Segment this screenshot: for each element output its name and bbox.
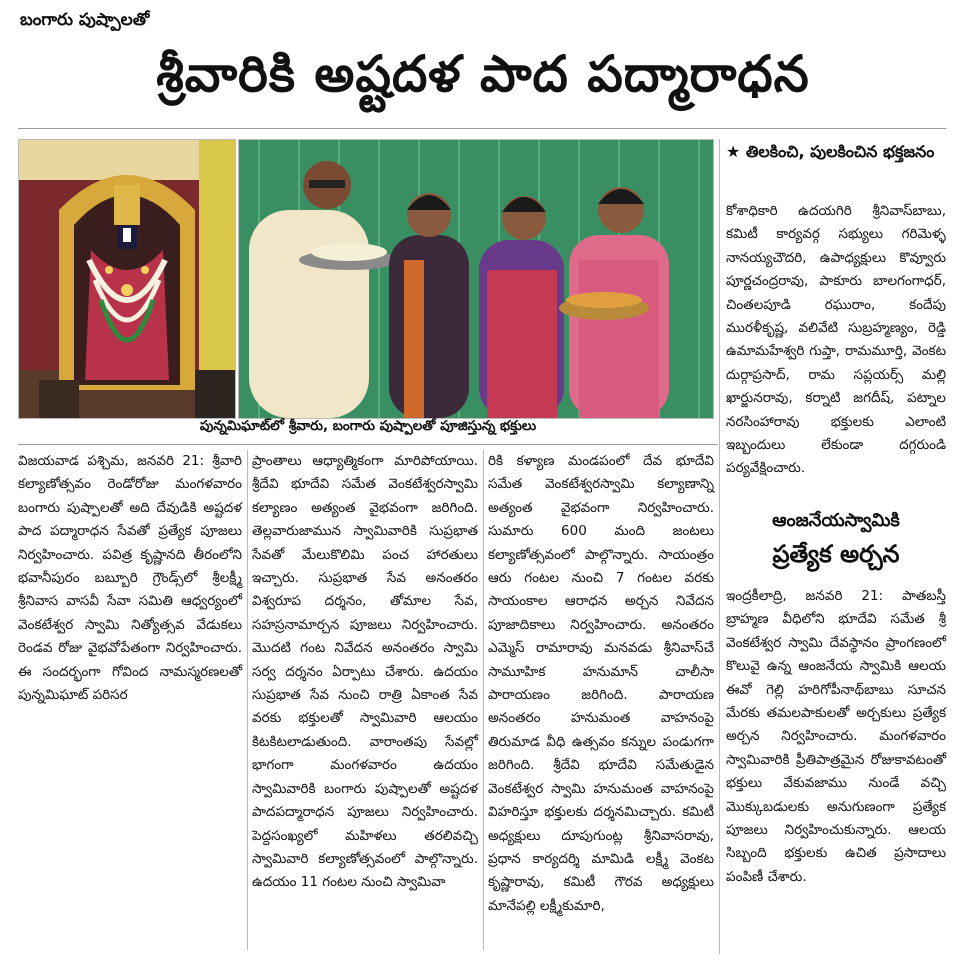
sidebar-heading	[726, 140, 946, 164]
headline-rule	[18, 128, 946, 129]
column-divider	[483, 450, 484, 950]
sidebar-heading-text: తిలకించి, పులకించిన భక్తజనం	[745, 142, 935, 161]
sidebar-body-2-text: ఇంద్రకీలాద్రి, జనవరి 21: పాతబస్తీ బ్రాహ్మణ వీధిలోని భూదేవి సమేత శ్రీ వెంకటేశ్వర స్వామి దేవస్థానం ప్రాంగణంలో కొలువై ఉన్న ఆంజనేయ స్వామికి ఆలయ ఈవో గెల్లి హరిగోపీనాథ్‌బాబు సూచన మేరకు తమలపాకులతో అర్చకులు ప్రత్యేక అర్చన నిర్వహించారు. మంగళవారం స్వామివారికి ప్రీతిపాత్రమైన రోజుకావటంతో భక్తులు వేకువజాము నుండే వచ్చి మొక్కుబడులకు అనుగుణంగా ప్రత్యేక పూజలు నిర్వహించుకున్నారు. ఆలయ సిబ్బంది భక్తులకు ఉచిత ప్రసాదాలు పంపిణీ చేశారు.	[726, 588, 946, 885]
sidebar-body-text: కోశాధికారి ఉదయగిరి శ్రీనివాస్‌బాబు, కమిటీ కార్యవర్గ సభ్యులు గరిమెళ్ళ నానయ్యచౌదరి, ఉపాధ్యక్షులు కొవ్వూరు పూర్ణచంద్రరావు, పాకూరు బాలగంగాధర్, చింతలపూడి రఘురాం, కందేపు మురళీకృష్ణ, వలివేటి సుబ్రహ్మణ్యం, రెడ్డి ఉమామహేశ్వరి గుప్తా, రామమూర్తి, వెంకట దుర్గాప్రసాద్, రామ సప్లయర్స్ మల్లి ఖార్జునరావు, కర్నాటి జగదీష్, పట్నాల నరసింహారావు భక్తులకు ఎలాంటి ఇబ్బందులు లేకుండా దగ్గరుండి పర్యవేక్షించారు.	[726, 203, 946, 477]
kicker: బంగారు పుష్పాలతో	[20, 10, 150, 30]
column-divider	[247, 450, 248, 950]
article-column-2	[252, 450, 478, 895]
sidebar-body	[726, 200, 946, 481]
devotees-photo	[238, 139, 714, 419]
sub-heading-2: ప్రత్యేక అర్చన	[772, 540, 900, 568]
headline: శ్రీవారికి అష్టదళ పాద పద్మారాధన	[156, 45, 810, 103]
deity-photo	[18, 139, 236, 419]
sidebar-body-2	[726, 585, 946, 889]
sidebar-divider	[719, 139, 720, 954]
caption-rule	[18, 444, 718, 445]
star-icon: ★	[726, 142, 741, 161]
column-2-text: ప్రాంతాలు ఆధ్యాత్మికంగా మారిపోయాయి. శ్రీదేవి భూదేవి సమేత వెంకటేశ్వరస్వామి కల్యాణం అత్యంత వైభవంగా జరిగింది. తెల్లవారుజామున స్వామివారికి సుప్రభాత సేవతో మేలుకొలిమి పంచ హారతులు ఇచ్చారు. సుప్రభాత సేవ అనంతరం విశ్వరూప దర్శనం, తోమాల సేవ, సహస్రనామార్చన పూజలు నిర్వహించారు. మొదటి గంట నివేదన అనంతరం స్వామి సర్వ దర్శనం ఏర్పాటు చేశారు. ఉదయం సుప్రభాత సేవ నుంచి రాత్రి ఏకాంత సేవ వరకు భక్తులతో స్వామివారి ఆలయం కిటకిటలాడుతుంది. వారాంతపు సేవల్లో భాగంగా మంగళవారం ఉదయం స్వామివారికి బంగారు పుష్పాలతో అష్టదళ పాదపద్మారాధన పూజలు నిర్వహించారు. పెద్దసంఖ్యలో మహిళలు తరలివచ్చి స్వామివారి కల్యాణోత్సవంలో పాల్గొన్నారు. ఉదయం 11 గంటల నుంచి స్వామివా	[252, 453, 478, 891]
sub-heading-1: ఆంజనేయస్వామికి	[772, 510, 900, 531]
column-1-text: విజయవాడ పశ్చిమ, జనవరి 21: శ్రీవారి కల్యాణోత్సవం రెండోరోజు మంగళవారం బంగారు పుష్పాలతో అది దేవుడికి అష్టదళ పాద పద్మారాధన సేవతో ప్రత్యేక పూజలు నిర్వహించారు. పవిత్ర కృష్ణానది తీరంలోని భవానీపురం బబ్బూరి గ్రౌండ్స్‌లో శ్రీలక్ష్మీ శ్రీనివాస వాసవీ సేవా సమితి ఆధ్వర్యంలో వెంకటేశ్వర స్వామి నిత్యోత్సవ వేడుకలు రెండవ రోజు వైభవోపేతంగా నిర్వహించారు. ఈ సందర్భంగా గోవింద నామస్మరణలతో పున్నమిఘాట్ పరిసర	[18, 453, 242, 704]
column-3-text: రికి కళ్యాణ మండపంలో దేవ భూదేవి సమేత వెంకటేశ్వరస్వామి కల్యాణాన్ని అత్యంత వైభవంగా నిర్వహించారు. సుమారు 600 మంది జంటలు కల్యాణోత్సవంలో పాల్గొన్నారు. సాయంత్రం ఆరు గంటల నుంచి 7 గంటల వరకు సాయంకాల ఆరాధన అర్చన నివేదన పూజాదికాలు నిర్వహించారు. అనంతరం ఎమ్మెస్ రామారావు మనవడు శ్రీనివాస్‌చే సామూహిక హనుమాన్ చాలీసా పారాయణం జరిగింది. పారాయణ అనంతరం హనుమంత వాహనంపై తిరుమాడ వీధి ఉత్సవం కన్నుల పండుగగా జరిగింది. శ్రీదేవి భూదేవి సమేతుడైన వెంకటేశ్వర స్వామి హనుమంత వాహనంపై విహరిస్తూ భక్తులకు దర్శనమిచ్చారు. కమిటీ అధ్యక్షులు దూపుగుంట్ల శ్రీనివాసరావు, ప్రధాన కార్యదర్శి మామిడి లక్ష్మీ వెంకట కృష్ణారావు, కమిటీ గౌరవ అధ్యక్షులు మానేపల్లి లక్ష్మీకుమారి,	[488, 453, 714, 914]
article-column-3	[488, 450, 714, 918]
photo-caption: పున్నమిఘాట్‌లో శ్రీవారు, బంగారు పుష్పాలతో పూజిస్తున్న భక్తులు	[199, 418, 537, 434]
article-column-1	[18, 450, 242, 707]
